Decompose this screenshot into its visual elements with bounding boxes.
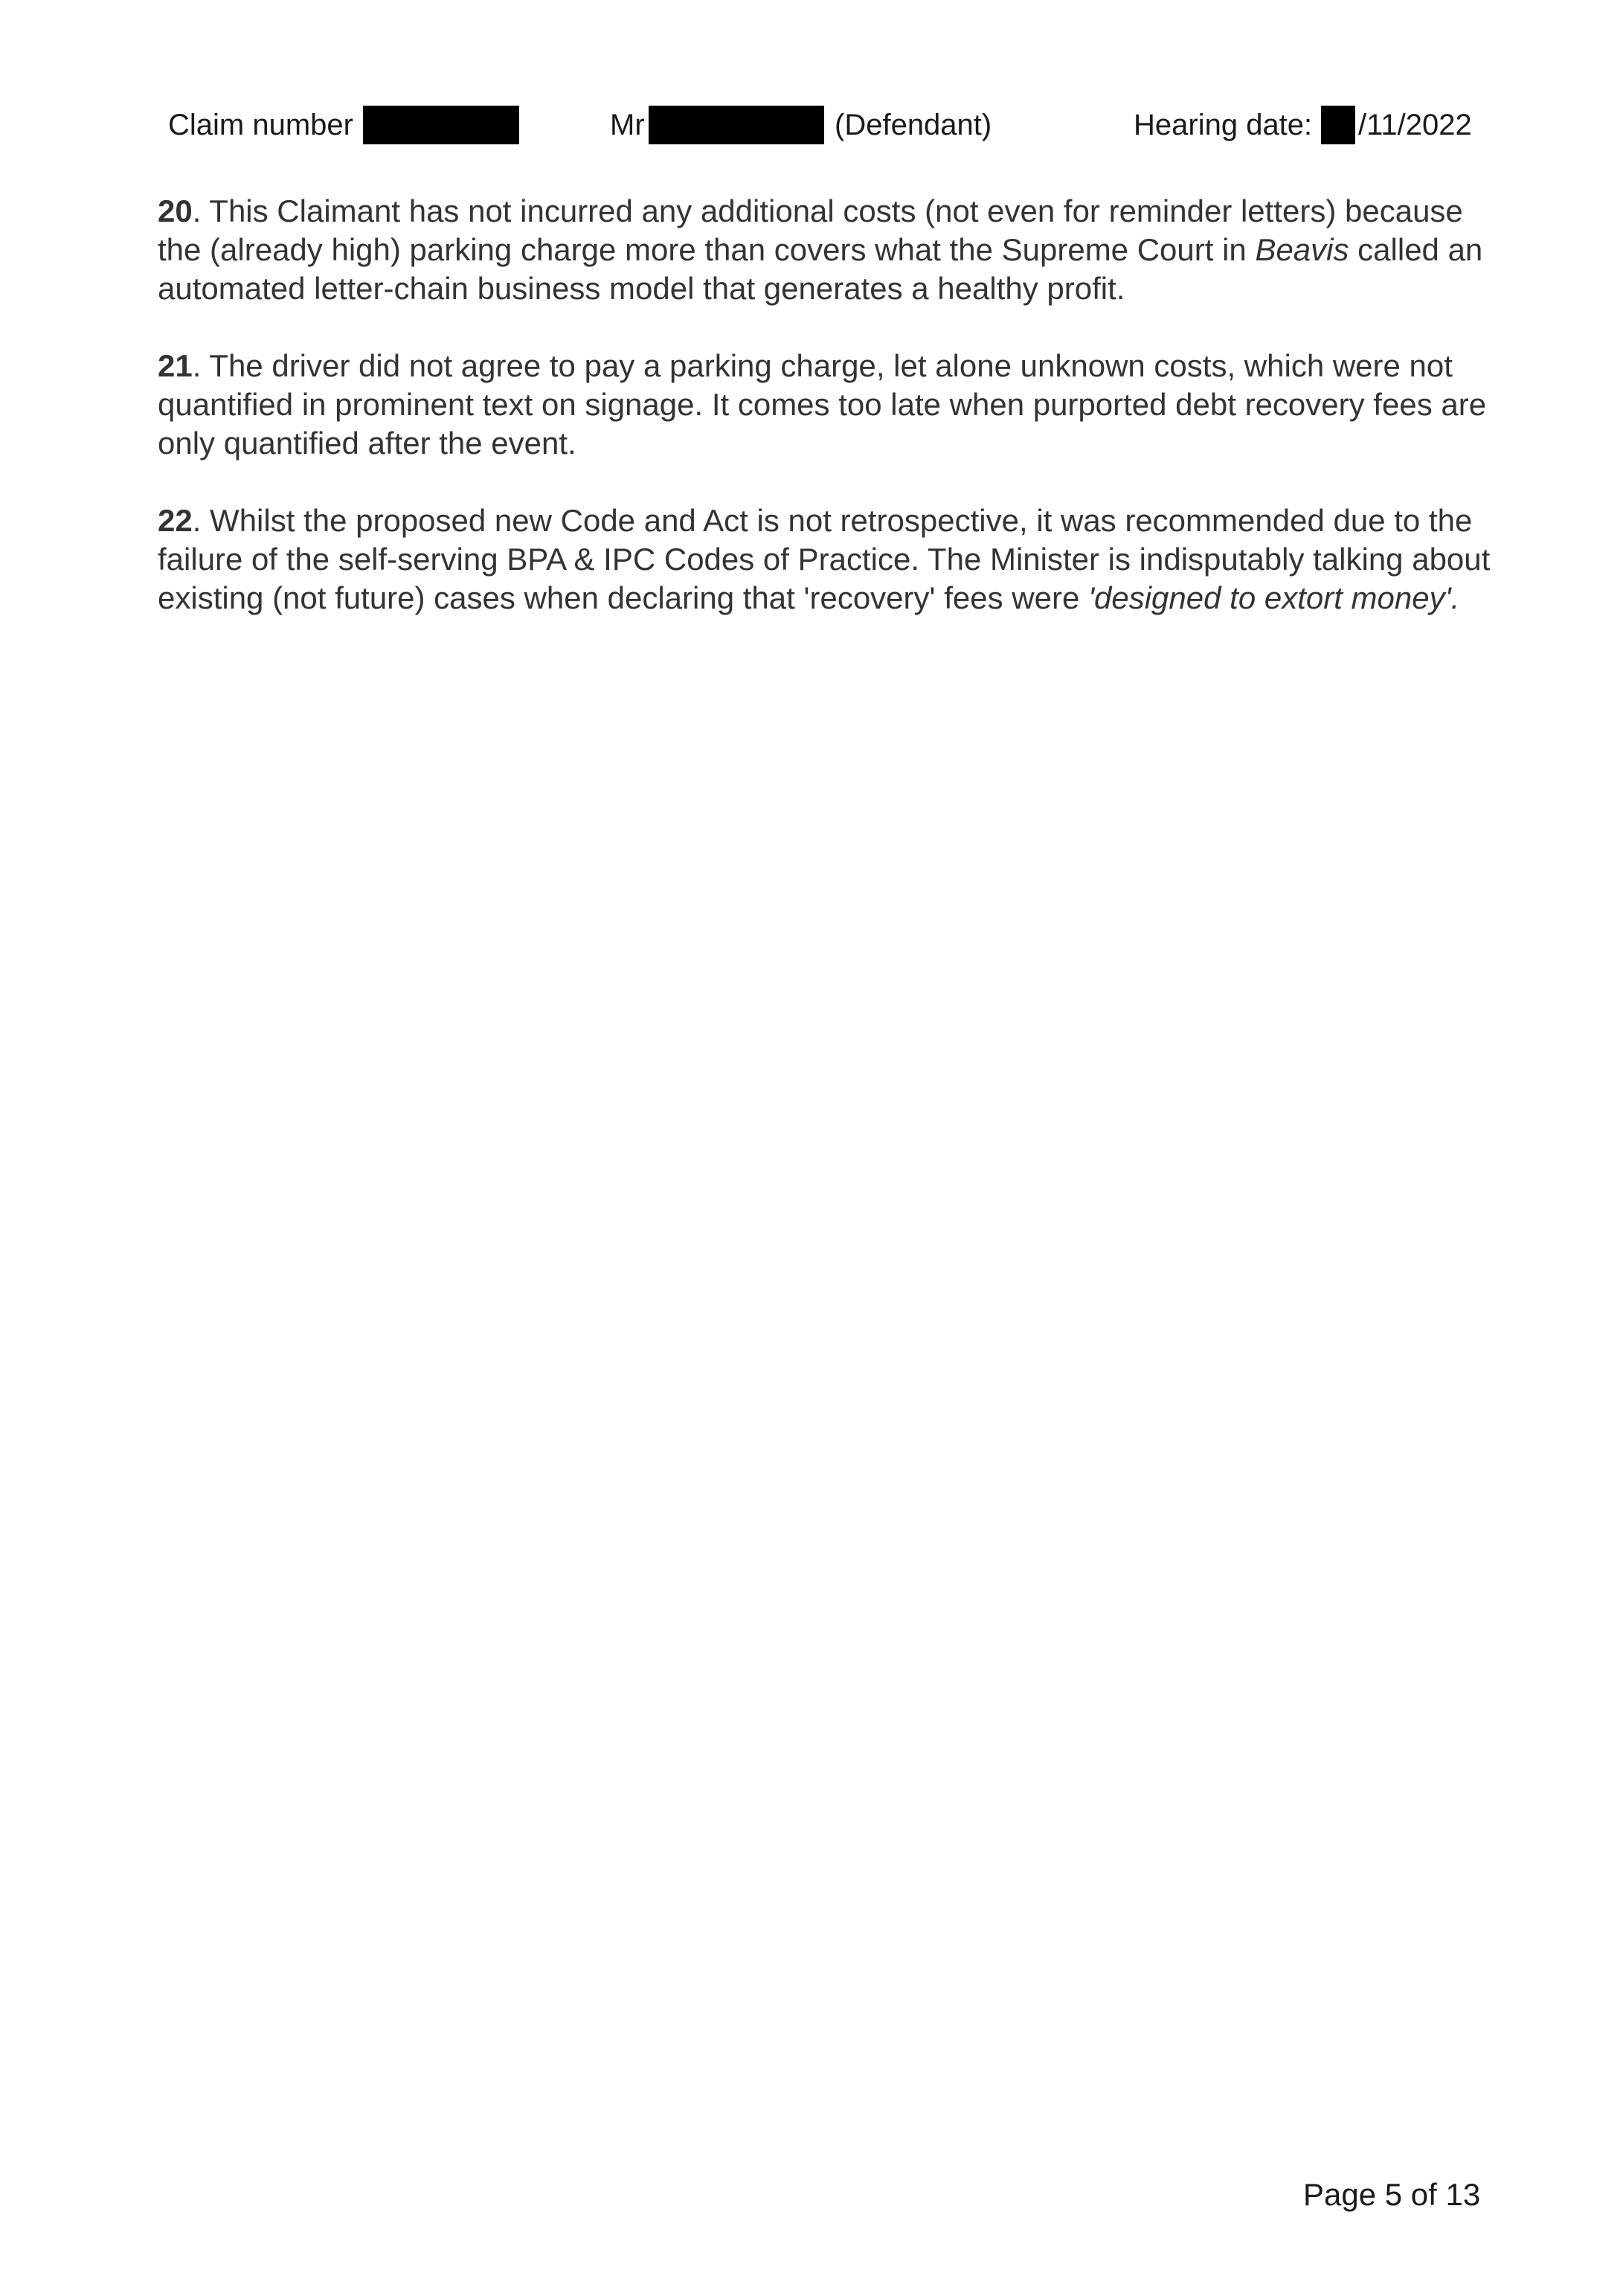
paragraph-20 <box>158 192 1497 308</box>
hearing-date-label: Hearing date: <box>1134 109 1313 141</box>
paragraph-text: . Whilst the proposed new Code and Act is not retrospective, it was recommended due to the failure of the self-serving BPA & IPC Codes of Practice. The Minister is indisputably talking about existing (not future) cases when declaring that 'recovery' fees were <box>158 503 1491 615</box>
defendant-title-label: Mr <box>610 109 645 141</box>
page-number: Page 5 of 13 <box>1303 2177 1481 2212</box>
quote-italic: 'designed to extort money'. <box>1087 580 1460 615</box>
paragraph-number: 20 <box>158 193 193 228</box>
case-name-italic: Beavis <box>1255 232 1349 267</box>
paragraph-text: called an automated letter-chain business model that generates a healthy profit. <box>158 232 1483 306</box>
paragraph-22 <box>158 501 1497 618</box>
redacted-claim-number <box>363 106 519 144</box>
hearing-date-value: /11/2022 <box>1358 109 1472 141</box>
redacted-hearing-day <box>1321 106 1355 144</box>
defendant-role-label: (Defendant) <box>835 109 992 141</box>
redacted-defendant-name <box>649 106 824 144</box>
paragraph-text: . This Claimant has not incurred any additional costs (not even for reminder letters) because the (already high) parking charge more than covers what the Supreme Court in <box>158 193 1463 267</box>
document-body <box>158 192 1497 656</box>
page-header <box>0 104 1623 146</box>
paragraph-text: . The driver did not agree to pay a parking charge, let alone unknown costs, which were not quantified in prominent text on signage. It comes too late when purported debt recovery fees are only quantified after the event. <box>158 348 1487 461</box>
paragraph-21 <box>158 347 1497 463</box>
claim-number-label: Claim number <box>168 109 353 141</box>
paragraph-number: 21 <box>158 348 193 383</box>
paragraph-number: 22 <box>158 503 193 538</box>
